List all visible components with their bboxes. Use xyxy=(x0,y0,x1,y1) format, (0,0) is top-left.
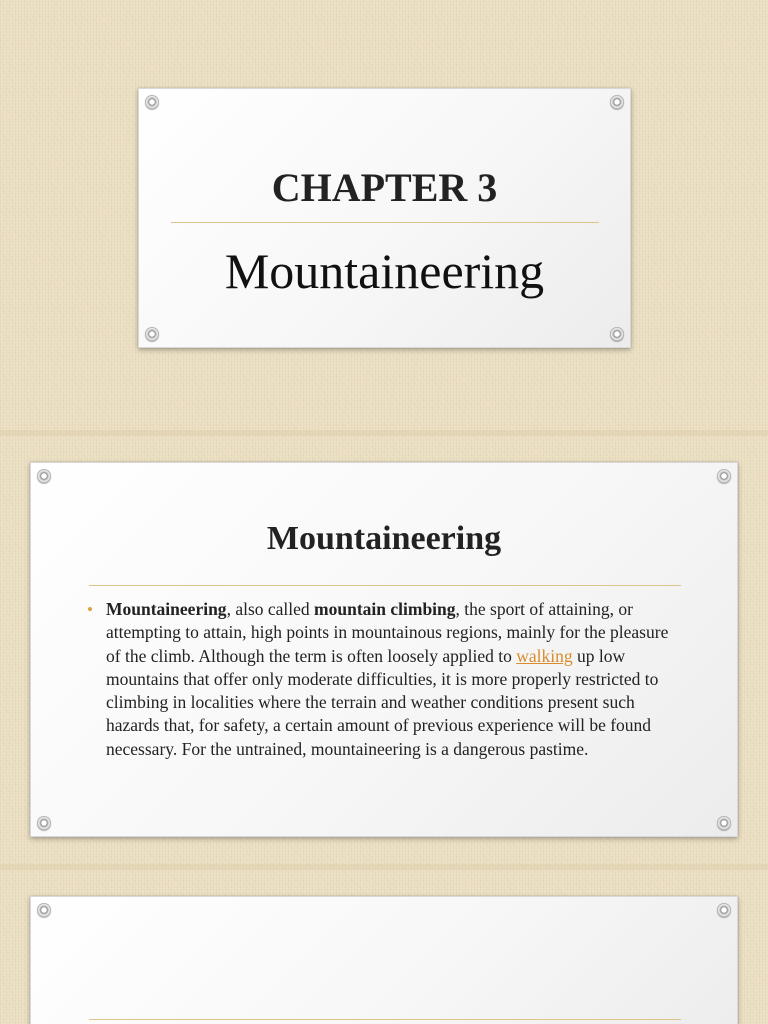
bullet-text: , also called xyxy=(226,599,315,619)
grommet-icon xyxy=(610,95,624,109)
bullet-icon: • xyxy=(87,600,93,619)
content-slide-card xyxy=(30,462,738,837)
bullet-list xyxy=(87,598,687,761)
grommet-icon xyxy=(717,469,731,483)
grommet-icon xyxy=(145,95,159,109)
grommet-icon xyxy=(37,469,51,483)
grommet-icon xyxy=(610,327,624,341)
chapter-label: CHAPTER 3 xyxy=(271,165,498,210)
grommet-icon xyxy=(717,903,731,917)
bullet-text: , the sport of attaining, or attempting to attain, high points in mountainous regions, mainly for the pleasure of the climb. Although the term is often loosely applied to xyxy=(106,599,669,666)
bullet-alias: mountain climbing xyxy=(314,599,456,619)
bullet-text: up low mountains that offer only moderate difficulties, it is more properly restricted to climbing in localities where the terrain and weather conditions present such hazards that, for safety, a certain amount of previous experience will be found necessary. For the untrained, mountaineering is a dangerous pastime. xyxy=(106,645,659,759)
heading-divider xyxy=(89,1019,681,1020)
slide-heading: Mountaineering xyxy=(266,520,502,557)
slide-gap xyxy=(0,430,768,436)
next-slide-card xyxy=(30,896,738,1024)
heading-divider xyxy=(89,585,681,586)
title-divider xyxy=(171,222,599,223)
deck-title: Mountaineering xyxy=(224,243,545,299)
grommet-icon xyxy=(717,816,731,830)
grommet-icon xyxy=(37,816,51,830)
grommet-icon xyxy=(37,903,51,917)
bullet-item xyxy=(87,598,687,761)
title-slide-card xyxy=(138,88,631,348)
slide-gap xyxy=(0,864,768,870)
walking-link[interactable]: walking xyxy=(516,645,573,666)
bullet-term: Mountaineering xyxy=(106,599,227,619)
grommet-icon xyxy=(145,327,159,341)
